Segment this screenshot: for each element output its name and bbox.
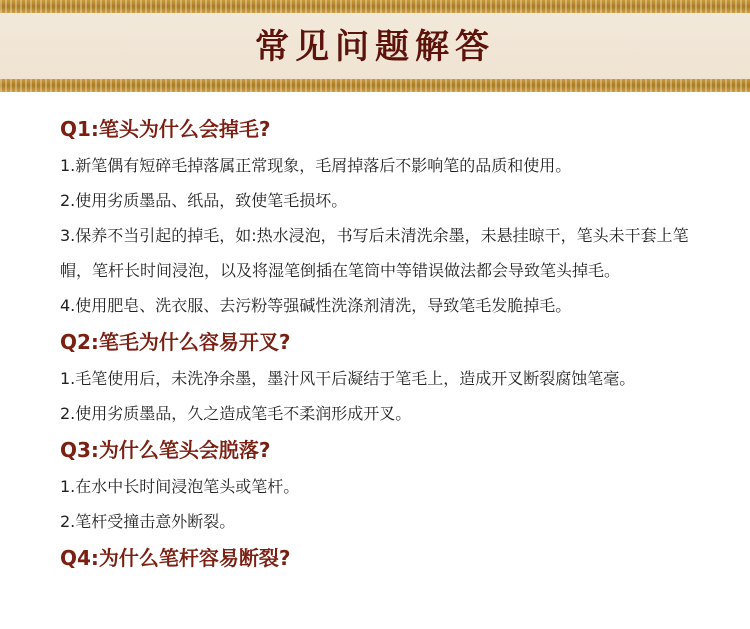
faq-section-q2: [60, 323, 720, 431]
faq-answer: 1.毛笔使用后，未洗净余墨，墨汁风干后凝结于笔毛上，造成开叉断裂腐蚀笔毫。: [60, 369, 636, 388]
faq-question: Q1:笔头为什么会掉毛?: [60, 117, 271, 141]
faq-question: Q4:为什么笔杆容易断裂?: [60, 546, 291, 570]
banner-top-border: [0, 0, 750, 13]
header-banner: [0, 0, 750, 92]
page-title: 常见问题解答: [255, 27, 495, 67]
banner-bottom-border: [0, 79, 750, 92]
faq-section-q3: [60, 431, 720, 539]
faq-section-q4: [60, 539, 720, 577]
faq-answer: 4.使用肥皂、洗衣服、去污粉等强碱性洗涤剂清洗，导致笔毛发脆掉毛。: [60, 296, 572, 315]
faq-answer: 2.笔杆受撞击意外断裂。: [60, 512, 236, 531]
faq-answer: 2.使用劣质墨品，久之造成笔毛不柔润形成开叉。: [60, 404, 412, 423]
faq-question: Q3:为什么笔头会脱落?: [60, 438, 271, 462]
faq-question: Q2:笔毛为什么容易开叉?: [60, 330, 291, 354]
faq-answer: 1.新笔偶有短碎毛掉落属正常现象，毛屑掉落后不影响笔的品质和使用。: [60, 156, 572, 175]
faq-answer: 2.使用劣质墨品、纸品，致使笔毛损坏。: [60, 191, 348, 210]
faq-list: [60, 110, 720, 577]
faq-section-q1: [60, 110, 720, 323]
faq-answer: 3.保养不当引起的掉毛，如:热水浸泡，书写后未清洗余墨，未悬挂晾干，笔头未干套上笔帽，笔杆长时间浸泡，以及将湿笔倒插在笔筒中等错误做法都会导致笔头掉毛。: [60, 226, 689, 280]
faq-answer: 1.在水中长时间浸泡笔头或笔杆。: [60, 477, 300, 496]
